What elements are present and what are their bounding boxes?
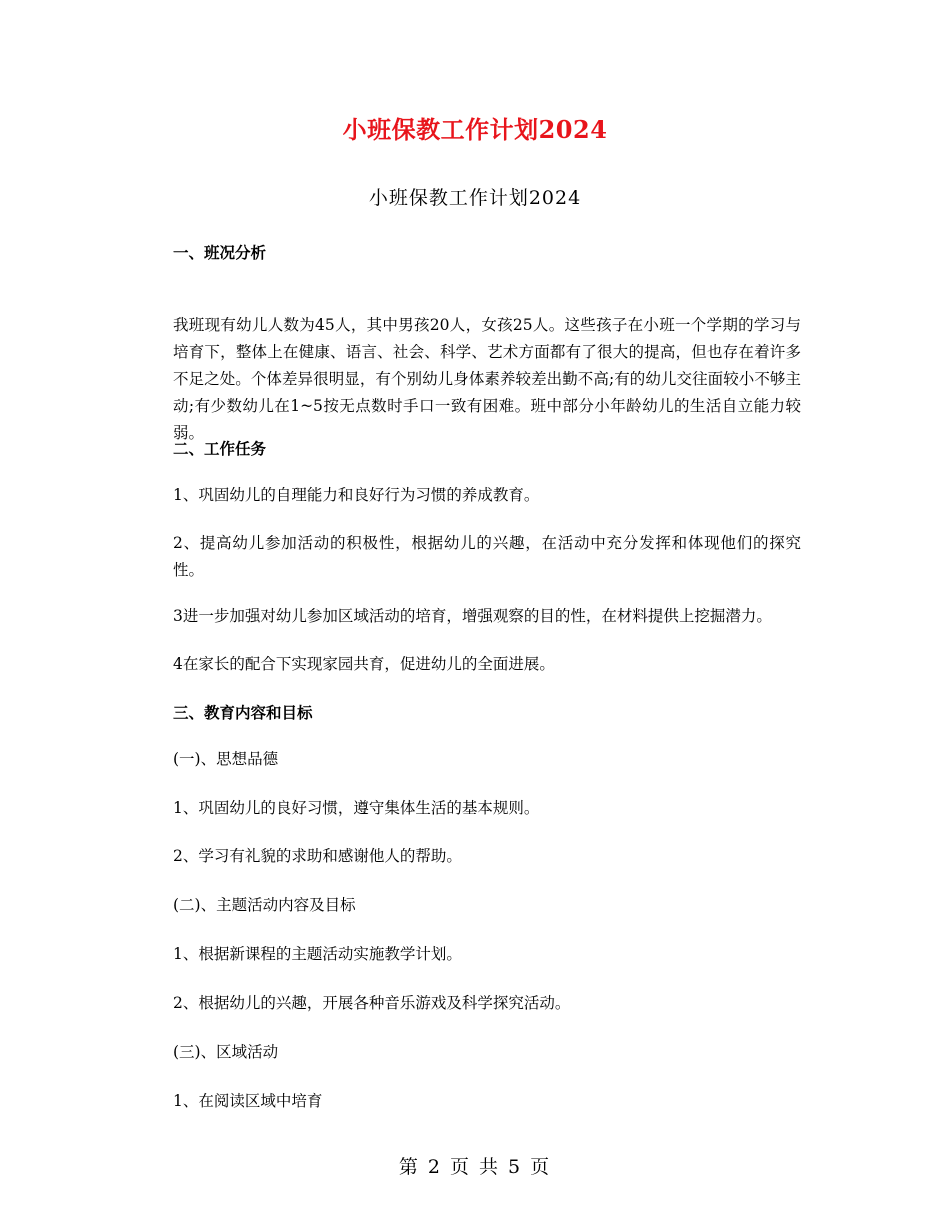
moral-item-1: 1、巩固幼儿的良好习惯，遵守集体生活的基本规则。: [173, 799, 540, 817]
document-subtitle: 小班保教工作计划2024: [368, 187, 582, 209]
subheading-moral: (一)、思想品德: [173, 750, 279, 768]
paragraph-text: 我班现有幼儿人数为45人，其中男孩20人，女孩25人。这些孩子在小班一个学期的学习与培育下，整体上在健康、语言、社会、科学、艺术方面都有了很大的提高，但也存在着许多不足之处。个体差异很明显，有个别幼儿身体素养较差出勤不高;有的幼儿交往面较小不够主动;有少数幼儿在1~5按无点数时手口一致有困难。班中部分小年龄幼儿的生活自立能力较弱。: [173, 316, 801, 442]
theme-item-2: 2、根据幼儿的兴趣，开展各种音乐游戏及科学探究活动。: [173, 994, 571, 1012]
section-heading-class-analysis: 一、班况分析: [173, 243, 267, 262]
theme-item-1: 1、根据新课程的主题活动实施教学计划。: [173, 945, 462, 963]
area-item-1: 1、在阅读区域中培育: [173, 1092, 323, 1110]
section-heading-education: 三、教育内容和目标: [173, 703, 313, 722]
task-item-2: 2、提高幼儿参加活动的积极性，根据幼儿的兴趣，在活动中充分发挥和体现他们的探究性。: [173, 534, 801, 579]
moral-item-2: 2、学习有礼貌的求助和感谢他人的帮助。: [173, 847, 462, 865]
section-heading-tasks: 二、工作任务: [173, 439, 267, 458]
paragraph-class-analysis: [173, 285, 801, 447]
task-item-1: 1、巩固幼儿的自理能力和良好行为习惯的养成教育。: [173, 486, 540, 504]
document-title: 小班保教工作计划2024: [342, 115, 608, 144]
task-item-3: 3进一步加强对幼儿参加区域活动的培育，增强观察的目的性，在材料提供上挖掘潜力。: [173, 607, 772, 625]
task-item-4: 4在家长的配合下实现家园共育，促进幼儿的全面进展。: [173, 655, 555, 673]
subheading-theme-activities: (二)、主题活动内容及目标: [173, 896, 356, 914]
subheading-area-activities: (三)、区域活动: [173, 1043, 279, 1061]
page-number-footer: 第 2 页 共 5 页: [398, 1156, 552, 1178]
